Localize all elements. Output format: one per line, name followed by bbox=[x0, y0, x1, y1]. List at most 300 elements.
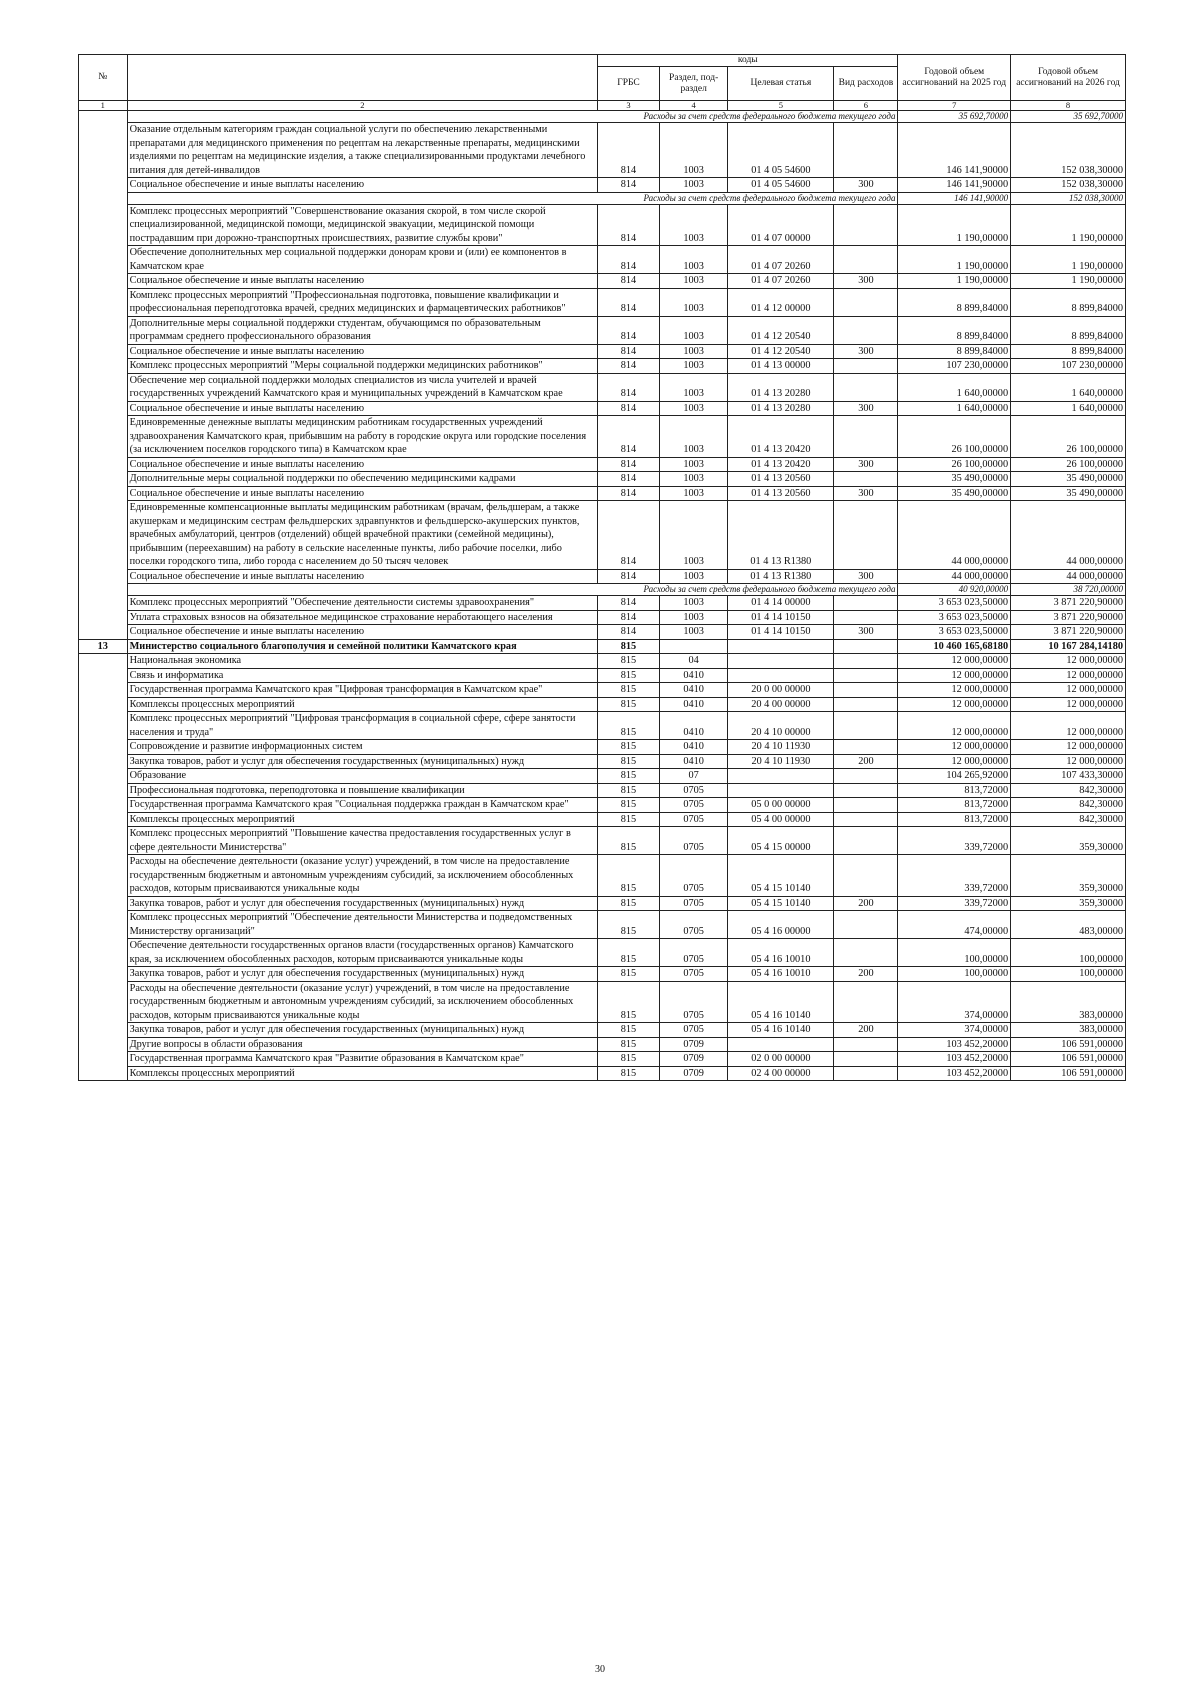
expense-type-cell: 300 bbox=[834, 486, 898, 501]
volume-2025-cell: 339,72000 bbox=[898, 896, 1011, 911]
table-row bbox=[79, 798, 1126, 813]
section-cell: 0705 bbox=[659, 981, 727, 1023]
volume-2026-cell: 1 190,00000 bbox=[1011, 246, 1126, 274]
target-article-cell: 01 4 13 20560 bbox=[728, 486, 834, 501]
target-article-cell: 05 4 15 00000 bbox=[728, 827, 834, 855]
table-row bbox=[79, 610, 1126, 625]
section-cell: 0410 bbox=[659, 697, 727, 712]
header-num: № bbox=[79, 55, 128, 101]
volume-2025-cell: 339,72000 bbox=[898, 855, 1011, 897]
grbs-cell: 815 bbox=[598, 668, 660, 683]
expense-type-cell bbox=[834, 798, 898, 813]
volume-2026-cell: 3 871 220,90000 bbox=[1011, 610, 1126, 625]
volume-2025-cell: 103 452,20000 bbox=[898, 1066, 1011, 1081]
section-cell: 0705 bbox=[659, 798, 727, 813]
target-article-cell: 01 4 07 00000 bbox=[728, 204, 834, 246]
volume-2025-cell: 12 000,00000 bbox=[898, 740, 1011, 755]
volume-2026-cell: 12 000,00000 bbox=[1011, 697, 1126, 712]
volume-2025-cell: 107 230,00000 bbox=[898, 359, 1011, 374]
table-row bbox=[79, 501, 1126, 570]
section-cell: 1003 bbox=[659, 246, 727, 274]
target-article-cell: 01 4 13 R1380 bbox=[728, 569, 834, 584]
section-cell: 1003 bbox=[659, 373, 727, 401]
section-cell: 1003 bbox=[659, 501, 727, 570]
table-row bbox=[79, 855, 1126, 897]
expense-name-cell: Профессиональная подготовка, переподготовка и повышение квалификации bbox=[127, 783, 597, 798]
section-cell: 0410 bbox=[659, 712, 727, 740]
volume-2026-cell: 842,30000 bbox=[1011, 783, 1126, 798]
expense-name-cell: Государственная программа Камчатского края "Цифровая трансформация в Камчатском крае" bbox=[127, 683, 597, 698]
expense-type-cell: 300 bbox=[834, 625, 898, 640]
section-cell: 04 bbox=[659, 654, 727, 669]
volume-2026-cell: 100,00000 bbox=[1011, 939, 1126, 967]
expense-type-cell bbox=[834, 683, 898, 698]
volume-2025-cell: 103 452,20000 bbox=[898, 1037, 1011, 1052]
expense-name-cell: Расходы за счет средств федерального бюджета текущего года bbox=[127, 584, 898, 596]
expense-name-cell: Комплексы процессных мероприятий bbox=[127, 812, 597, 827]
grbs-cell: 814 bbox=[598, 472, 660, 487]
table-row bbox=[79, 827, 1126, 855]
volume-2026-cell: 842,30000 bbox=[1011, 812, 1126, 827]
expense-type-cell bbox=[834, 639, 898, 654]
target-article-cell: 01 4 13 20420 bbox=[728, 457, 834, 472]
expense-name-cell: Оказание отдельным категориям граждан социальной услуги по обеспечению лекарственными препаратами для медицинского применения по рецептам на лекарственные препараты, медицинскими изделиями по рецептам на медицинские изделия, а также специализированными продуктами лечебного питания для детей-инвалидов bbox=[127, 123, 597, 178]
section-cell bbox=[659, 639, 727, 654]
target-article-cell: 01 4 13 20280 bbox=[728, 373, 834, 401]
section-cell: 0709 bbox=[659, 1066, 727, 1081]
volume-2025-cell: 146 141,90000 bbox=[898, 123, 1011, 178]
volume-2026-cell: 12 000,00000 bbox=[1011, 654, 1126, 669]
table-row bbox=[79, 896, 1126, 911]
table-row bbox=[79, 981, 1126, 1023]
federal-source-row bbox=[79, 111, 1126, 123]
volume-2026-cell: 359,30000 bbox=[1011, 896, 1126, 911]
volume-2026-cell: 35 490,00000 bbox=[1011, 486, 1126, 501]
expense-name-cell: Комплекс процессных мероприятий "Цифровая трансформация в социальной сфере, сфере занятости населения и труда" bbox=[127, 712, 597, 740]
column-index: 2 bbox=[127, 101, 597, 111]
target-article-cell: 20 0 00 00000 bbox=[728, 683, 834, 698]
ministry-row bbox=[79, 639, 1126, 654]
volume-2025-cell: 1 640,00000 bbox=[898, 401, 1011, 416]
volume-2026-cell: 1 640,00000 bbox=[1011, 401, 1126, 416]
expense-type-cell bbox=[834, 472, 898, 487]
table-row bbox=[79, 401, 1126, 416]
table-header bbox=[79, 55, 1126, 111]
table-row bbox=[79, 344, 1126, 359]
expense-name-cell: Связь и информатика bbox=[127, 668, 597, 683]
table-body bbox=[79, 111, 1126, 1081]
target-article-cell bbox=[728, 668, 834, 683]
expense-name-cell: Расходы на обеспечение деятельности (оказание услуг) учреждений, в том числе на предоставление государственным бюджетным и автономным учреждениям субсидий, за исключением обособленных расходов, которым присваиваются уникальные коды bbox=[127, 855, 597, 897]
volume-2026-cell: 1 190,00000 bbox=[1011, 204, 1126, 246]
expense-name-cell: Закупка товаров, работ и услуг для обеспечения государственных (муниципальных) нужд bbox=[127, 1023, 597, 1038]
table-row bbox=[79, 697, 1126, 712]
section-cell: 0705 bbox=[659, 783, 727, 798]
volume-2026-cell: 26 100,00000 bbox=[1011, 416, 1126, 458]
volume-2025-cell: 146 141,90000 bbox=[898, 192, 1011, 204]
volume-2025-cell: 10 460 165,68180 bbox=[898, 639, 1011, 654]
page-number: 30 bbox=[595, 1664, 605, 1675]
expense-name-cell: Расходы за счет средств федерального бюджета текущего года bbox=[127, 111, 898, 123]
header-grbs: ГРБС bbox=[598, 67, 660, 101]
volume-2025-cell: 374,00000 bbox=[898, 1023, 1011, 1038]
row-number-cell: 13 bbox=[79, 639, 128, 654]
target-article-cell: 05 0 00 00000 bbox=[728, 798, 834, 813]
column-index: 4 bbox=[659, 101, 727, 111]
column-index: 5 bbox=[728, 101, 834, 111]
volume-2026-cell: 383,00000 bbox=[1011, 981, 1126, 1023]
column-index-row bbox=[79, 101, 1126, 111]
volume-2025-cell: 12 000,00000 bbox=[898, 697, 1011, 712]
table-row bbox=[79, 1052, 1126, 1067]
expense-name-cell: Государственная программа Камчатского края "Социальная поддержка граждан в Камчатском крае" bbox=[127, 798, 597, 813]
volume-2025-cell: 12 000,00000 bbox=[898, 654, 1011, 669]
target-article-cell: 20 4 10 11930 bbox=[728, 754, 834, 769]
target-article-cell: 01 4 14 10150 bbox=[728, 625, 834, 640]
volume-2026-cell: 12 000,00000 bbox=[1011, 668, 1126, 683]
target-article-cell: 01 4 13 00000 bbox=[728, 359, 834, 374]
expense-name-cell: Социальное обеспечение и иные выплаты населению bbox=[127, 457, 597, 472]
volume-2026-cell: 44 000,00000 bbox=[1011, 569, 1126, 584]
section-cell: 1003 bbox=[659, 416, 727, 458]
expense-type-cell bbox=[834, 246, 898, 274]
target-article-cell: 01 4 13 20280 bbox=[728, 401, 834, 416]
expense-type-cell bbox=[834, 1037, 898, 1052]
volume-2025-cell: 3 653 023,50000 bbox=[898, 596, 1011, 611]
expense-type-cell: 200 bbox=[834, 896, 898, 911]
expense-type-cell bbox=[834, 316, 898, 344]
section-cell: 1003 bbox=[659, 344, 727, 359]
volume-2025-cell: 813,72000 bbox=[898, 812, 1011, 827]
section-cell: 0705 bbox=[659, 1023, 727, 1038]
expense-type-cell bbox=[834, 812, 898, 827]
expense-type-cell: 300 bbox=[834, 344, 898, 359]
volume-2025-cell: 813,72000 bbox=[898, 783, 1011, 798]
volume-2025-cell: 3 653 023,50000 bbox=[898, 625, 1011, 640]
row-number-cell bbox=[79, 654, 128, 1081]
table-row bbox=[79, 967, 1126, 982]
grbs-cell: 815 bbox=[598, 697, 660, 712]
grbs-cell: 814 bbox=[598, 288, 660, 316]
header-name bbox=[127, 55, 597, 101]
expense-type-cell bbox=[834, 123, 898, 178]
volume-2026-cell: 483,00000 bbox=[1011, 911, 1126, 939]
volume-2026-cell: 12 000,00000 bbox=[1011, 754, 1126, 769]
section-cell: 1003 bbox=[659, 472, 727, 487]
expense-name-cell: Комплекс процессных мероприятий "Совершенствование оказания скорой, в том числе скорой специализированной, медицинской помощи, медицинской эвакуации, медицинской помощи пострадавшим при дорожно-транспортных происшествиях, развитие службы крови" bbox=[127, 204, 597, 246]
section-cell: 1003 bbox=[659, 610, 727, 625]
expense-type-cell bbox=[834, 1066, 898, 1081]
section-cell: 0709 bbox=[659, 1037, 727, 1052]
expense-type-cell: 200 bbox=[834, 754, 898, 769]
expense-type-cell bbox=[834, 855, 898, 897]
target-article-cell: 20 4 00 00000 bbox=[728, 697, 834, 712]
expense-type-cell: 300 bbox=[834, 457, 898, 472]
table-row bbox=[79, 812, 1126, 827]
expense-type-cell bbox=[834, 1052, 898, 1067]
header-expense-type: Вид расходов bbox=[834, 67, 898, 101]
expense-name-cell: Государственная программа Камчатского края "Развитие образования в Камчатском крае" bbox=[127, 1052, 597, 1067]
grbs-cell: 814 bbox=[598, 625, 660, 640]
grbs-cell: 815 bbox=[598, 740, 660, 755]
expense-name-cell: Другие вопросы в области образования bbox=[127, 1037, 597, 1052]
expense-type-cell bbox=[834, 827, 898, 855]
expense-name-cell: Социальное обеспечение и иные выплаты населению bbox=[127, 625, 597, 640]
volume-2026-cell: 152 038,30000 bbox=[1011, 192, 1126, 204]
expense-type-cell bbox=[834, 981, 898, 1023]
grbs-cell: 814 bbox=[598, 486, 660, 501]
expense-type-cell bbox=[834, 712, 898, 740]
grbs-cell: 814 bbox=[598, 373, 660, 401]
volume-2026-cell: 1 640,00000 bbox=[1011, 373, 1126, 401]
volume-2026-cell: 152 038,30000 bbox=[1011, 123, 1126, 178]
volume-2026-cell: 106 591,00000 bbox=[1011, 1037, 1126, 1052]
volume-2026-cell: 842,30000 bbox=[1011, 798, 1126, 813]
grbs-cell: 815 bbox=[598, 827, 660, 855]
volume-2025-cell: 44 000,00000 bbox=[898, 501, 1011, 570]
expense-type-cell: 300 bbox=[834, 401, 898, 416]
target-article-cell bbox=[728, 654, 834, 669]
volume-2026-cell: 152 038,30000 bbox=[1011, 178, 1126, 193]
volume-2026-cell: 106 591,00000 bbox=[1011, 1052, 1126, 1067]
expense-type-cell: 300 bbox=[834, 178, 898, 193]
volume-2026-cell: 8 899,84000 bbox=[1011, 316, 1126, 344]
volume-2025-cell: 103 452,20000 bbox=[898, 1052, 1011, 1067]
volume-2026-cell: 8 899,84000 bbox=[1011, 344, 1126, 359]
target-article-cell: 01 4 05 54600 bbox=[728, 123, 834, 178]
volume-2026-cell: 3 871 220,90000 bbox=[1011, 625, 1126, 640]
row-number-cell bbox=[79, 111, 128, 640]
table-row bbox=[79, 486, 1126, 501]
table-row bbox=[79, 596, 1126, 611]
volume-2025-cell: 1 190,00000 bbox=[898, 204, 1011, 246]
expense-name-cell: Дополнительные меры социальной поддержки студентам, обучающимся по образовательным программам среднего профессионального образования bbox=[127, 316, 597, 344]
volume-2026-cell: 35 490,00000 bbox=[1011, 472, 1126, 487]
grbs-cell: 815 bbox=[598, 911, 660, 939]
grbs-cell: 814 bbox=[598, 416, 660, 458]
volume-2026-cell: 12 000,00000 bbox=[1011, 683, 1126, 698]
target-article-cell: 01 4 12 20540 bbox=[728, 344, 834, 359]
volume-2026-cell: 107 433,30000 bbox=[1011, 769, 1126, 784]
expense-name-cell: Национальная экономика bbox=[127, 654, 597, 669]
expense-type-cell bbox=[834, 654, 898, 669]
expense-type-cell: 300 bbox=[834, 569, 898, 584]
grbs-cell: 814 bbox=[598, 501, 660, 570]
target-article-cell: 05 4 16 10010 bbox=[728, 939, 834, 967]
expense-type-cell bbox=[834, 373, 898, 401]
grbs-cell: 814 bbox=[598, 457, 660, 472]
grbs-cell: 814 bbox=[598, 123, 660, 178]
expense-type-cell bbox=[834, 288, 898, 316]
section-cell: 0410 bbox=[659, 668, 727, 683]
grbs-cell: 815 bbox=[598, 967, 660, 982]
header-codes: коды bbox=[598, 55, 898, 67]
federal-source-row bbox=[79, 192, 1126, 204]
expense-type-cell: 200 bbox=[834, 967, 898, 982]
expense-name-cell: Социальное обеспечение и иные выплаты населению bbox=[127, 569, 597, 584]
table-row bbox=[79, 668, 1126, 683]
grbs-cell: 815 bbox=[598, 754, 660, 769]
expense-type-cell bbox=[834, 939, 898, 967]
expense-name-cell: Обеспечение мер социальной поддержки молодых специалистов из числа учителей и врачей государственных учреждений Камчатского края и муниципальных учреждений в Камчатском крае bbox=[127, 373, 597, 401]
expense-type-cell bbox=[834, 359, 898, 374]
volume-2025-cell: 8 899,84000 bbox=[898, 344, 1011, 359]
volume-2026-cell: 359,30000 bbox=[1011, 827, 1126, 855]
table-row bbox=[79, 712, 1126, 740]
volume-2025-cell: 8 899,84000 bbox=[898, 288, 1011, 316]
expense-type-cell bbox=[834, 697, 898, 712]
column-index: 8 bbox=[1011, 101, 1126, 111]
expense-type-cell bbox=[834, 740, 898, 755]
volume-2025-cell: 8 899,84000 bbox=[898, 316, 1011, 344]
expense-name-cell: Уплата страховых взносов на обязательное медицинское страхование неработающего населения bbox=[127, 610, 597, 625]
expense-name-cell: Социальное обеспечение и иные выплаты населению bbox=[127, 178, 597, 193]
target-article-cell: 01 4 14 10150 bbox=[728, 610, 834, 625]
grbs-cell: 815 bbox=[598, 1052, 660, 1067]
volume-2025-cell: 374,00000 bbox=[898, 981, 1011, 1023]
table-row bbox=[79, 625, 1126, 640]
expense-type-cell: 200 bbox=[834, 1023, 898, 1038]
section-cell: 0410 bbox=[659, 754, 727, 769]
section-cell: 0705 bbox=[659, 812, 727, 827]
target-article-cell: 01 4 12 00000 bbox=[728, 288, 834, 316]
volume-2026-cell: 44 000,00000 bbox=[1011, 501, 1126, 570]
volume-2025-cell: 35 490,00000 bbox=[898, 486, 1011, 501]
section-cell: 1003 bbox=[659, 204, 727, 246]
volume-2025-cell: 1 190,00000 bbox=[898, 274, 1011, 289]
expense-name-cell: Закупка товаров, работ и услуг для обеспечения государственных (муниципальных) нужд bbox=[127, 754, 597, 769]
grbs-cell: 814 bbox=[598, 274, 660, 289]
expense-name-cell: Социальное обеспечение и иные выплаты населению bbox=[127, 274, 597, 289]
volume-2025-cell: 35 490,00000 bbox=[898, 472, 1011, 487]
expense-name-cell: Расходы на обеспечение деятельности (оказание услуг) учреждений, в том числе на предоставление государственным бюджетным и автономным учреждениям субсидий, за исключением обособленных расходов, которым присваиваются уникальные коды bbox=[127, 981, 597, 1023]
grbs-cell: 815 bbox=[598, 1023, 660, 1038]
volume-2025-cell: 12 000,00000 bbox=[898, 754, 1011, 769]
expense-name-cell: Единовременные денежные выплаты медицинским работникам государственных учреждений здравоохранения Камчатского края, прибывшим на работу в городские округа или городские поселения (за исключением поселков городского типа) в Камчатском крае bbox=[127, 416, 597, 458]
table-row bbox=[79, 204, 1126, 246]
table-row bbox=[79, 316, 1126, 344]
table-row bbox=[79, 274, 1126, 289]
grbs-cell: 815 bbox=[598, 712, 660, 740]
volume-2026-cell: 107 230,00000 bbox=[1011, 359, 1126, 374]
table-row bbox=[79, 457, 1126, 472]
expense-name-cell: Закупка товаров, работ и услуг для обеспечения государственных (муниципальных) нужд bbox=[127, 896, 597, 911]
volume-2025-cell: 813,72000 bbox=[898, 798, 1011, 813]
expense-name-cell: Обеспечение дополнительных мер социальной поддержки донорам крови и (или) ее компонентов в Камчатском крае bbox=[127, 246, 597, 274]
expense-name-cell: Обеспечение деятельности государственных органов власти (государственных органов) Камчатского края, за исключением обособленных расходов, которым присваиваются уникальные коды bbox=[127, 939, 597, 967]
table-row bbox=[79, 654, 1126, 669]
target-article-cell: 05 4 15 10140 bbox=[728, 855, 834, 897]
volume-2026-cell: 100,00000 bbox=[1011, 967, 1126, 982]
table-row bbox=[79, 1023, 1126, 1038]
grbs-cell: 814 bbox=[598, 359, 660, 374]
target-article-cell: 01 4 07 20260 bbox=[728, 246, 834, 274]
section-cell: 1003 bbox=[659, 596, 727, 611]
target-article-cell: 05 4 00 00000 bbox=[728, 812, 834, 827]
grbs-cell: 815 bbox=[598, 1037, 660, 1052]
section-cell: 0705 bbox=[659, 855, 727, 897]
grbs-cell: 814 bbox=[598, 316, 660, 344]
grbs-cell: 815 bbox=[598, 981, 660, 1023]
target-article-cell: 01 4 13 20420 bbox=[728, 416, 834, 458]
expense-type-cell: 300 bbox=[834, 274, 898, 289]
grbs-cell: 815 bbox=[598, 1066, 660, 1081]
section-cell: 07 bbox=[659, 769, 727, 784]
volume-2026-cell: 1 190,00000 bbox=[1011, 274, 1126, 289]
expense-name-cell: Комплекс процессных мероприятий "Обеспечение деятельности Министерства и подведомственных Министерству организаций" bbox=[127, 911, 597, 939]
target-article-cell: 05 4 15 10140 bbox=[728, 896, 834, 911]
section-cell: 0705 bbox=[659, 939, 727, 967]
target-article-cell bbox=[728, 639, 834, 654]
grbs-cell: 814 bbox=[598, 204, 660, 246]
volume-2025-cell: 100,00000 bbox=[898, 939, 1011, 967]
volume-2025-cell: 12 000,00000 bbox=[898, 683, 1011, 698]
section-cell: 1003 bbox=[659, 569, 727, 584]
table-row bbox=[79, 754, 1126, 769]
expense-type-cell bbox=[834, 416, 898, 458]
target-article-cell: 05 4 16 00000 bbox=[728, 911, 834, 939]
grbs-cell: 814 bbox=[598, 596, 660, 611]
section-cell: 0705 bbox=[659, 896, 727, 911]
volume-2026-cell: 12 000,00000 bbox=[1011, 740, 1126, 755]
table-row bbox=[79, 911, 1126, 939]
section-cell: 1003 bbox=[659, 178, 727, 193]
column-index: 1 bbox=[79, 101, 128, 111]
volume-2025-cell: 12 000,00000 bbox=[898, 712, 1011, 740]
expense-name-cell: Расходы за счет средств федерального бюджета текущего года bbox=[127, 192, 898, 204]
expense-type-cell bbox=[834, 204, 898, 246]
section-cell: 1003 bbox=[659, 457, 727, 472]
table-row bbox=[79, 939, 1126, 967]
volume-2025-cell: 339,72000 bbox=[898, 827, 1011, 855]
table-row bbox=[79, 288, 1126, 316]
column-index: 6 bbox=[834, 101, 898, 111]
budget-sheet bbox=[78, 54, 1126, 1081]
expense-type-cell bbox=[834, 769, 898, 784]
target-article-cell: 01 4 05 54600 bbox=[728, 178, 834, 193]
expense-name-cell: Дополнительные меры социальной поддержки по обеспечению медицинскими кадрами bbox=[127, 472, 597, 487]
volume-2025-cell: 44 000,00000 bbox=[898, 569, 1011, 584]
expense-type-cell bbox=[834, 783, 898, 798]
section-cell: 1003 bbox=[659, 359, 727, 374]
target-article-cell: 01 4 13 R1380 bbox=[728, 501, 834, 570]
section-cell: 0705 bbox=[659, 967, 727, 982]
expense-name-cell: Комплекс процессных мероприятий "Меры социальной поддержки медицинских работников" bbox=[127, 359, 597, 374]
target-article-cell: 05 4 16 10010 bbox=[728, 967, 834, 982]
grbs-cell: 815 bbox=[598, 783, 660, 798]
expense-name-cell: Комплекс процессных мероприятий "Профессиональная подготовка, повышение квалификации и профессиональная переподготовка врачей, средних медицинских и фармацевтических работников" bbox=[127, 288, 597, 316]
section-cell: 0410 bbox=[659, 683, 727, 698]
expense-name-cell: Сопровождение и развитие информационных систем bbox=[127, 740, 597, 755]
grbs-cell: 815 bbox=[598, 812, 660, 827]
section-cell: 1003 bbox=[659, 288, 727, 316]
volume-2025-cell: 35 692,70000 bbox=[898, 111, 1011, 123]
expense-name-cell: Социальное обеспечение и иные выплаты населению bbox=[127, 486, 597, 501]
section-cell: 1003 bbox=[659, 625, 727, 640]
target-article-cell: 02 4 00 00000 bbox=[728, 1066, 834, 1081]
volume-2026-cell: 359,30000 bbox=[1011, 855, 1126, 897]
section-cell: 1003 bbox=[659, 123, 727, 178]
expense-type-cell bbox=[834, 610, 898, 625]
grbs-cell: 815 bbox=[598, 639, 660, 654]
target-article-cell: 20 4 10 11930 bbox=[728, 740, 834, 755]
table-row bbox=[79, 359, 1126, 374]
table-row bbox=[79, 740, 1126, 755]
grbs-cell: 815 bbox=[598, 769, 660, 784]
grbs-cell: 814 bbox=[598, 610, 660, 625]
target-article-cell: 05 4 16 10140 bbox=[728, 1023, 834, 1038]
table-row bbox=[79, 569, 1126, 584]
